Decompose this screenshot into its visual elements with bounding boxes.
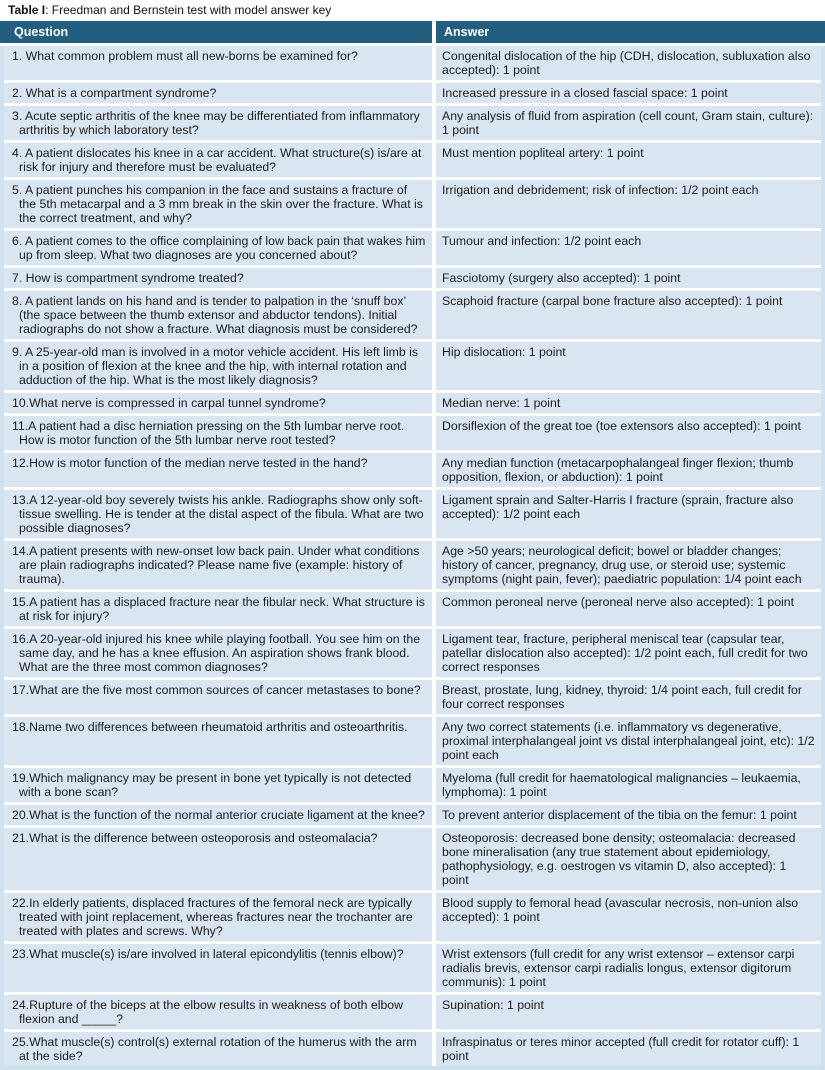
table-row bbox=[4, 143, 821, 177]
question-cell: 13.A 12-year-old boy severely twists his ankle. Radiographs show only soft-tissue swelling. He is tender at the distal aspect of the fibula. What are two possible diagnoses? bbox=[4, 490, 432, 538]
answer-cell: Supination: 1 point bbox=[436, 995, 821, 1029]
question-cell: 25.What muscle(s) control(s) external rotation of the humerus with the arm at the side? bbox=[4, 1032, 432, 1066]
table-row bbox=[4, 680, 821, 714]
answer-cell: Blood supply to femoral head (avascular necrosis, non-union also accepted): 1 point bbox=[436, 893, 821, 941]
answer-cell: Irrigation and debridement; risk of infection: 1/2 point each bbox=[436, 180, 821, 228]
answer-cell: Myeloma (full credit for haematological malignancies – leukaemia, lymphoma): 1 point bbox=[436, 768, 821, 802]
answer-cell: Congenital dislocation of the hip (CDH, dislocation, subluxation also accepted): 1 point bbox=[436, 46, 821, 80]
answer-column-header: Answer bbox=[436, 21, 825, 43]
answer-cell: Age >50 years; neurological deficit; bowel or bladder changes; history of cancer, pregnancy, drug use, or steroid use; systemic symptoms (night pain, fever); paediatric population: 1/4 point each bbox=[436, 541, 821, 589]
table-row bbox=[4, 1032, 821, 1066]
question-cell: 7. How is compartment syndrome treated? bbox=[4, 268, 432, 288]
answer-cell: Median nerve: 1 point bbox=[436, 393, 821, 413]
question-cell: 10.What nerve is compressed in carpal tunnel syndrome? bbox=[4, 393, 432, 413]
question-cell: 18.Name two differences between rheumatoid arthritis and osteoarthritis. bbox=[4, 717, 432, 765]
question-cell: 4. A patient dislocates his knee in a car accident. What structure(s) is/are at risk for injury and therefore must be evaluated? bbox=[4, 143, 432, 177]
answer-cell: Ligament tear, fracture, peripheral meniscal tear (capsular tear, patellar dislocation also accepted): 1/2 point each, full credit for two correct responses bbox=[436, 629, 821, 677]
table-row bbox=[4, 944, 821, 992]
table-row bbox=[4, 768, 821, 802]
table-row bbox=[4, 231, 821, 265]
table-row bbox=[4, 291, 821, 339]
answer-cell: Osteoporosis: decreased bone density; osteomalacia: decreased bone mineralisation (any true statement about epidemiology, pathophysiology, e.g. oestrogen vs vitamin D, also accepted): 1 point bbox=[436, 828, 821, 890]
answer-cell: Scaphoid fracture (carpal bone fracture also accepted): 1 point bbox=[436, 291, 821, 339]
question-cell: 14.A patient presents with new-onset low back pain. Under what conditions are plain radiographs indicated? Please name five (example: history of trauma). bbox=[4, 541, 432, 589]
table-row bbox=[4, 629, 821, 677]
table-row bbox=[4, 717, 821, 765]
table-row bbox=[4, 828, 821, 890]
table-row bbox=[4, 46, 821, 80]
answer-cell: Any analysis of fluid from aspiration (cell count, Gram stain, culture): 1 point bbox=[436, 106, 821, 140]
table-row bbox=[4, 541, 821, 589]
question-cell: 22.In elderly patients, displaced fractures of the femoral neck are typically treated with joint replacement, whereas fractures near the trochanter are treated with plates and screws. Why? bbox=[4, 893, 432, 941]
answer-cell: Dorsiflexion of the great toe (toe extensors also accepted): 1 point bbox=[436, 416, 821, 450]
table-row bbox=[4, 805, 821, 825]
table-row bbox=[4, 393, 821, 413]
question-cell: 3. Acute septic arthritis of the knee may be differentiated from inflammatory arthritis by which laboratory test? bbox=[4, 106, 432, 140]
table-row bbox=[4, 83, 821, 103]
table-caption bbox=[0, 0, 825, 21]
question-cell: 11.A patient had a disc herniation pressing on the 5th lumbar nerve root. How is motor function of the 5th lumbar nerve root tested? bbox=[4, 416, 432, 450]
question-cell: 12.How is motor function of the median nerve tested in the hand? bbox=[4, 453, 432, 487]
table-row bbox=[4, 180, 821, 228]
table-row bbox=[4, 453, 821, 487]
question-cell: 19.Which malignancy may be present in bone yet typically is not detected with a bone scan? bbox=[4, 768, 432, 802]
answer-cell: Increased pressure in a closed fascial space: 1 point bbox=[436, 83, 821, 103]
question-cell: 6. A patient comes to the office complaining of low back pain that wakes him up from sleep. What two diagnoses are you concerned about? bbox=[4, 231, 432, 265]
answer-cell: Hip dislocation: 1 point bbox=[436, 342, 821, 390]
table-row bbox=[4, 416, 821, 450]
answer-cell: Any two correct statements (i.e. inflammatory vs degenerative, proximal interphalangeal joint vs distal interphalangeal joint, etc): 1/2 point each bbox=[436, 717, 821, 765]
table-header-row bbox=[0, 21, 825, 43]
table-row bbox=[4, 893, 821, 941]
table-caption-text: : Freedman and Bernstein test with model answer key bbox=[45, 3, 332, 17]
question-cell: 23.What muscle(s) is/are involved in lateral epicondylitis (tennis elbow)? bbox=[4, 944, 432, 992]
question-column-header: Question bbox=[0, 21, 432, 43]
question-cell: 2. What is a compartment syndrome? bbox=[4, 83, 432, 103]
table-row bbox=[4, 995, 821, 1029]
question-cell: 24.Rupture of the biceps at the elbow results in weakness of both elbow flexion and _____? bbox=[4, 995, 432, 1029]
answer-cell: Fasciotomy (surgery also accepted): 1 point bbox=[436, 268, 821, 288]
answer-cell: Tumour and infection: 1/2 point each bbox=[436, 231, 821, 265]
answer-cell: Wrist extensors (full credit for any wrist extensor – extensor carpi radialis brevis, extensor carpi radialis longus, extensor digitorum communis): 1 point bbox=[436, 944, 821, 992]
question-cell: 20.What is the function of the normal anterior cruciate ligament at the knee? bbox=[4, 805, 432, 825]
qa-table bbox=[0, 21, 825, 1070]
table-row bbox=[4, 106, 821, 140]
answer-cell: Any median function (metacarpophalangeal finger flexion; thumb opposition, flexion, or abduction): 1 point bbox=[436, 453, 821, 487]
question-cell: 16.A 20-year-old injured his knee while playing football. You see him on the same day, and he has a knee effusion. An aspiration shows frank blood. What are the three most common diagnoses? bbox=[4, 629, 432, 677]
question-cell: 9. A 25-year-old man is involved in a motor vehicle accident. His left limb is in a position of flexion at the knee and the hip, with internal rotation and adduction of the hip. What is the most likely diagnosis? bbox=[4, 342, 432, 390]
answer-cell: Common peroneal nerve (peroneal nerve also accepted): 1 point bbox=[436, 592, 821, 626]
table-row bbox=[4, 342, 821, 390]
question-cell: 17.What are the five most common sources of cancer metastases to bone? bbox=[4, 680, 432, 714]
table-row bbox=[4, 490, 821, 538]
answer-cell: Ligament sprain and Salter-Harris I fracture (sprain, fracture also accepted): 1/2 point each bbox=[436, 490, 821, 538]
question-cell: 21.What is the difference between osteoporosis and osteomalacia? bbox=[4, 828, 432, 890]
answer-cell: Breast, prostate, lung, kidney, thyroid: 1/4 point each, full credit for four correct responses bbox=[436, 680, 821, 714]
question-cell: 1. What common problem must all new-borns be examined for? bbox=[4, 46, 432, 80]
table-row bbox=[4, 268, 821, 288]
answer-cell: Must mention popliteal artery: 1 point bbox=[436, 143, 821, 177]
question-cell: 5. A patient punches his companion in the face and sustains a fracture of the 5th metacarpal and a 3 mm break in the skin over the fracture. What is the correct treatment, and why? bbox=[4, 180, 432, 228]
question-cell: 15.A patient has a displaced fracture near the fibular neck. What structure is at risk for injury? bbox=[4, 592, 432, 626]
answer-cell: To prevent anterior displacement of the tibia on the femur: 1 point bbox=[436, 805, 821, 825]
question-cell: 8. A patient lands on his hand and is tender to palpation in the ‘snuff box’ (the space between the thumb extensor and abductor tendons). Initial radiographs do not show a fracture. What diagnosis must be considered? bbox=[4, 291, 432, 339]
table-body bbox=[0, 46, 825, 1070]
table-row bbox=[4, 592, 821, 626]
answer-cell: Infraspinatus or teres minor accepted (full credit for rotator cuff): 1 point bbox=[436, 1032, 821, 1066]
table-caption-label: Table I bbox=[8, 3, 46, 17]
